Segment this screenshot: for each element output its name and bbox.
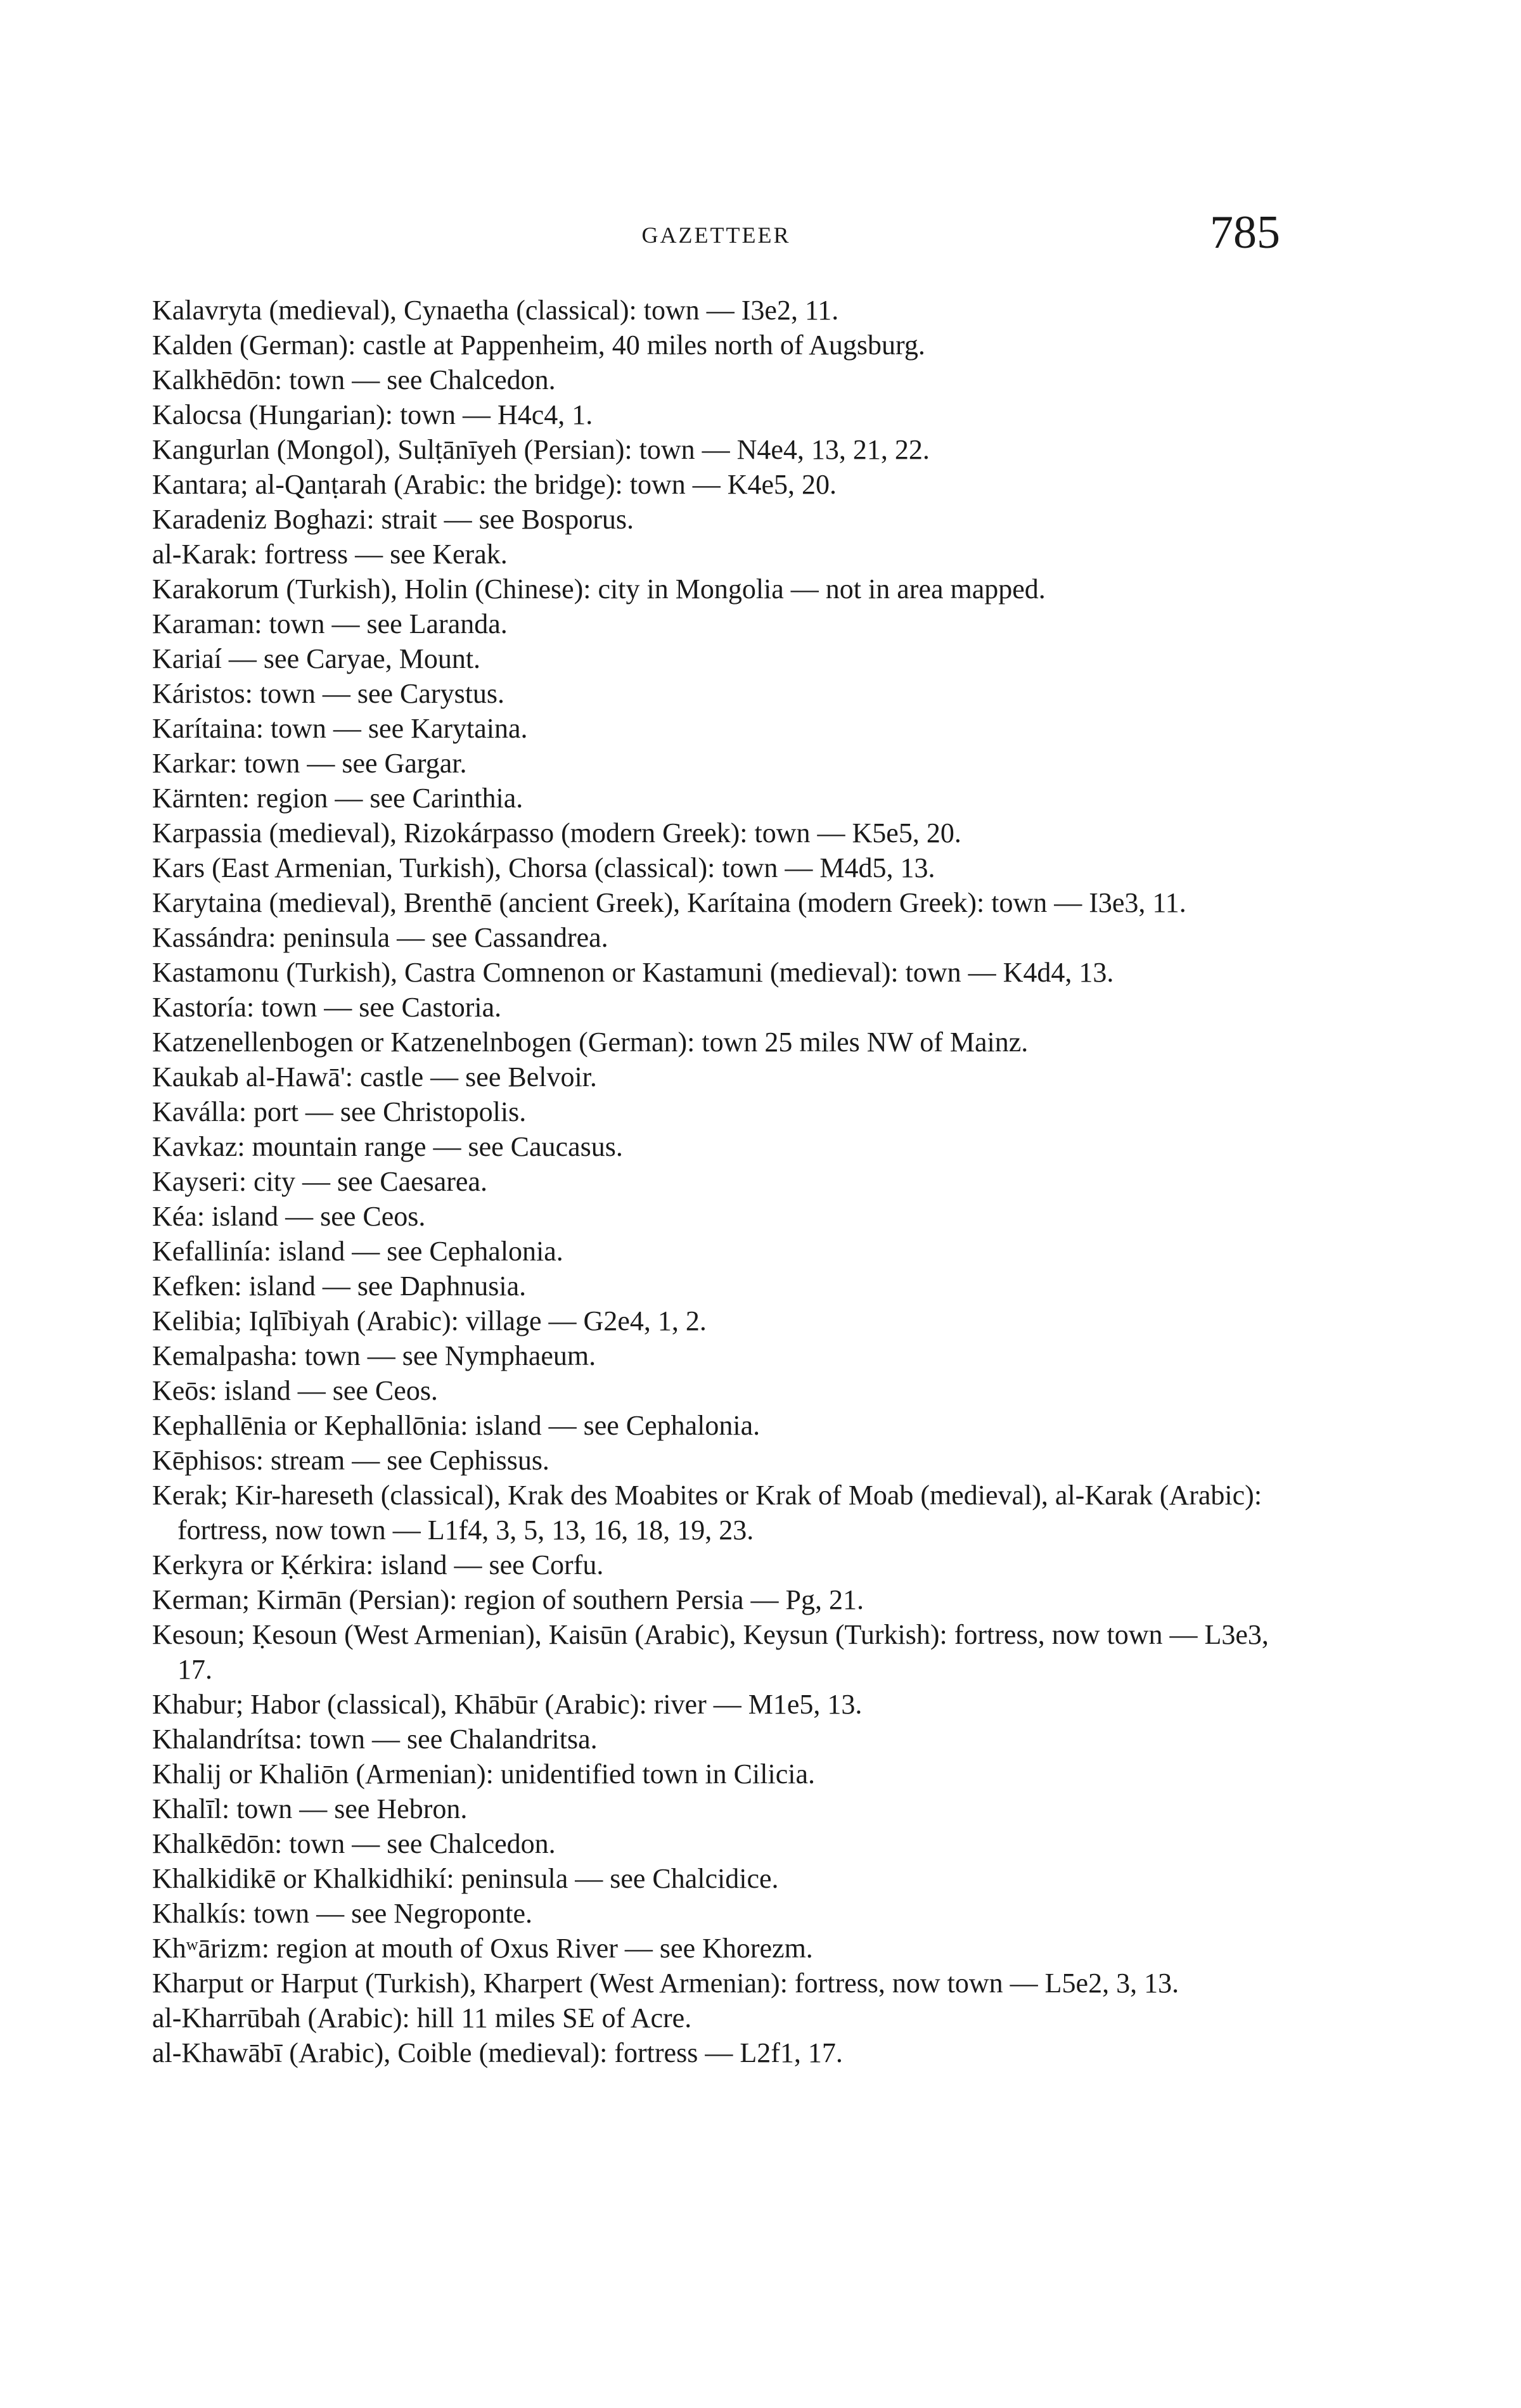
gazetteer-entry: Kangurlan (Mongol), Sulṭānīyeh (Persian): town — N4e4, 13, 21, 22. <box>152 434 930 465</box>
gazetteer-entry: al-Karak: fortress — see Kerak. <box>152 539 508 570</box>
gazetteer-entry: Kärnten: region — see Carinthia. <box>152 783 523 814</box>
page-number: 785 <box>1210 207 1280 259</box>
gazetteer-entry: Kefallinía: island — see Cephalonia. <box>152 1236 563 1267</box>
gazetteer-entry: Kalavryta (medieval), Cynaetha (classical): town — I3e2, 11. <box>152 295 839 326</box>
gazetteer-entry: al-Khawābī (Arabic), Coible (medieval): fortress — L2f1, 17. <box>152 2037 843 2068</box>
gazetteer-entry: Kantara; al-Qanṭarah (Arabic: the bridge): town — K4e5, 20. <box>152 469 837 500</box>
gazetteer-entry: Kerman; Kirmān (Persian): region of southern Persia — Pg, 21. <box>152 1584 864 1615</box>
gazetteer-entry: Kassándra: peninsula — see Cassandrea. <box>152 922 608 953</box>
gazetteer-entry: Kaválla: port — see Christopolis. <box>152 1096 527 1127</box>
gazetteer-entry: Khalij or Khaliōn (Armenian): unidentified town in Cilicia. <box>152 1758 815 1790</box>
running-title: GAZETTEER <box>641 222 791 248</box>
gazetteer-entry: Karytaina (medieval), Brenthē (ancient Greek), Karítaina (modern Greek): town — I3e3, 11. <box>152 887 1186 918</box>
gazetteer-entry: Keōs: island — see Ceos. <box>152 1375 438 1406</box>
gazetteer-entry: Karakorum (Turkish), Holin (Chinese): city in Mongolia — not in area mapped. <box>152 573 1046 605</box>
gazetteer-entry: Kayseri: city — see Caesarea. <box>152 1166 487 1197</box>
gazetteer-entry: Karítaina: town — see Karytaina. <box>152 713 528 744</box>
gazetteer-entry: Kars (East Armenian, Turkish), Chorsa (classical): town — M4d5, 13. <box>152 852 935 883</box>
gazetteer-entry: Karkar: town — see Gargar. <box>152 748 467 779</box>
gazetteer-entry: Khalkís: town — see Negroponte. <box>152 1898 532 1929</box>
gazetteer-entry: Khalīl: town — see Hebron. <box>152 1793 468 1824</box>
running-head <box>152 209 1280 285</box>
gazetteer-entry: Khalandrítsa: town — see Chalandritsa. <box>152 1724 598 1755</box>
gazetteer-entry: Kalden (German): castle at Pappenheim, 40 miles north of Augsburg. <box>152 330 925 361</box>
gazetteer-entry: Khʷārizm: region at mouth of Oxus River — see Khorezm. <box>152 1933 813 1964</box>
gazetteer-entry: Kharput or Harput (Turkish), Kharpert (West Armenian): fortress, now town — L5e2, 3, 13. <box>152 1968 1179 1999</box>
gazetteer-entry: Karaman: town — see Laranda. <box>152 608 508 639</box>
gazetteer-entry: Kefken: island — see Daphnusia. <box>152 1271 527 1302</box>
gazetteer-entry: Kavkaz: mountain range — see Caucasus. <box>152 1131 623 1162</box>
gazetteer-entry: Káristos: town — see Carystus. <box>152 678 505 709</box>
gazetteer-entry: Kerak; Kir-hareseth (classical), Krak des Moabites or Krak of Moab (medieval), al-Karak (Arabic): fortress, now town — L1f4, 3, 5, 13, 16, 18, 19, 23. <box>152 1480 1262 1546</box>
gazetteer-entry: Katzenellenbogen or Katzenelnbogen (German): town 25 miles NW of Mainz. <box>152 1027 1029 1058</box>
gazetteer-entry: Kēphisos: stream — see Cephissus. <box>152 1445 549 1476</box>
gazetteer-entry: Kemalpasha: town — see Nymphaeum. <box>152 1340 596 1371</box>
gazetteer-entry: al-Kharrūbah (Arabic): hill 11 miles SE of Acre. <box>152 2002 692 2033</box>
gazetteer-entry: Kéa: island — see Ceos. <box>152 1201 426 1232</box>
gazetteer-entry: Kariaí — see Caryae, Mount. <box>152 643 481 674</box>
gazetteer-entry: Karpassia (medieval), Rizokárpasso (modern Greek): town — K5e5, 20. <box>152 817 961 849</box>
gazetteer-entry: Kelibia; Iqlībiyah (Arabic): village — G2e4, 1, 2. <box>152 1305 707 1336</box>
gazetteer-entry: Karadeniz Boghazi: strait — see Bosporus. <box>152 504 634 535</box>
gazetteer-entry: Khabur; Habor (classical), Khābūr (Arabic): river — M1e5, 13. <box>152 1689 863 1720</box>
gazetteer-entry: Kerkyra or Ḳérkira: island — see Corfu. <box>152 1549 604 1580</box>
gazetteer-entry: Kalkhēdōn: town — see Chalcedon. <box>152 364 556 395</box>
gazetteer-entry: Kalocsa (Hungarian): town — H4c4, 1. <box>152 399 593 430</box>
gazetteer-entry: Khalkēdōn: town — see Chalcedon. <box>152 1828 556 1859</box>
gazetteer-entry: Kastamonu (Turkish), Castra Comnenon or Kastamuni (medieval): town — K4d4, 13. <box>152 957 1114 988</box>
gazetteer-entry: Kastoría: town — see Castoria. <box>152 992 502 1023</box>
gazetteer-entries <box>152 293 1280 2070</box>
gazetteer-entry: Khalkidikē or Khalkidhikí: peninsula — see Chalcidice. <box>152 1863 779 1894</box>
gazetteer-entry: Kaukab al-Hawā': castle — see Belvoir. <box>152 1061 597 1092</box>
gazetteer-entry: Kephallēnia or Kephallōnia: island — see Cephalonia. <box>152 1410 760 1441</box>
gazetteer-entry: Kesoun; Ḳesoun (West Armenian), Kaisūn (Arabic), Keysun (Turkish): fortress, now town — L3e3, 17. <box>152 1619 1269 1685</box>
